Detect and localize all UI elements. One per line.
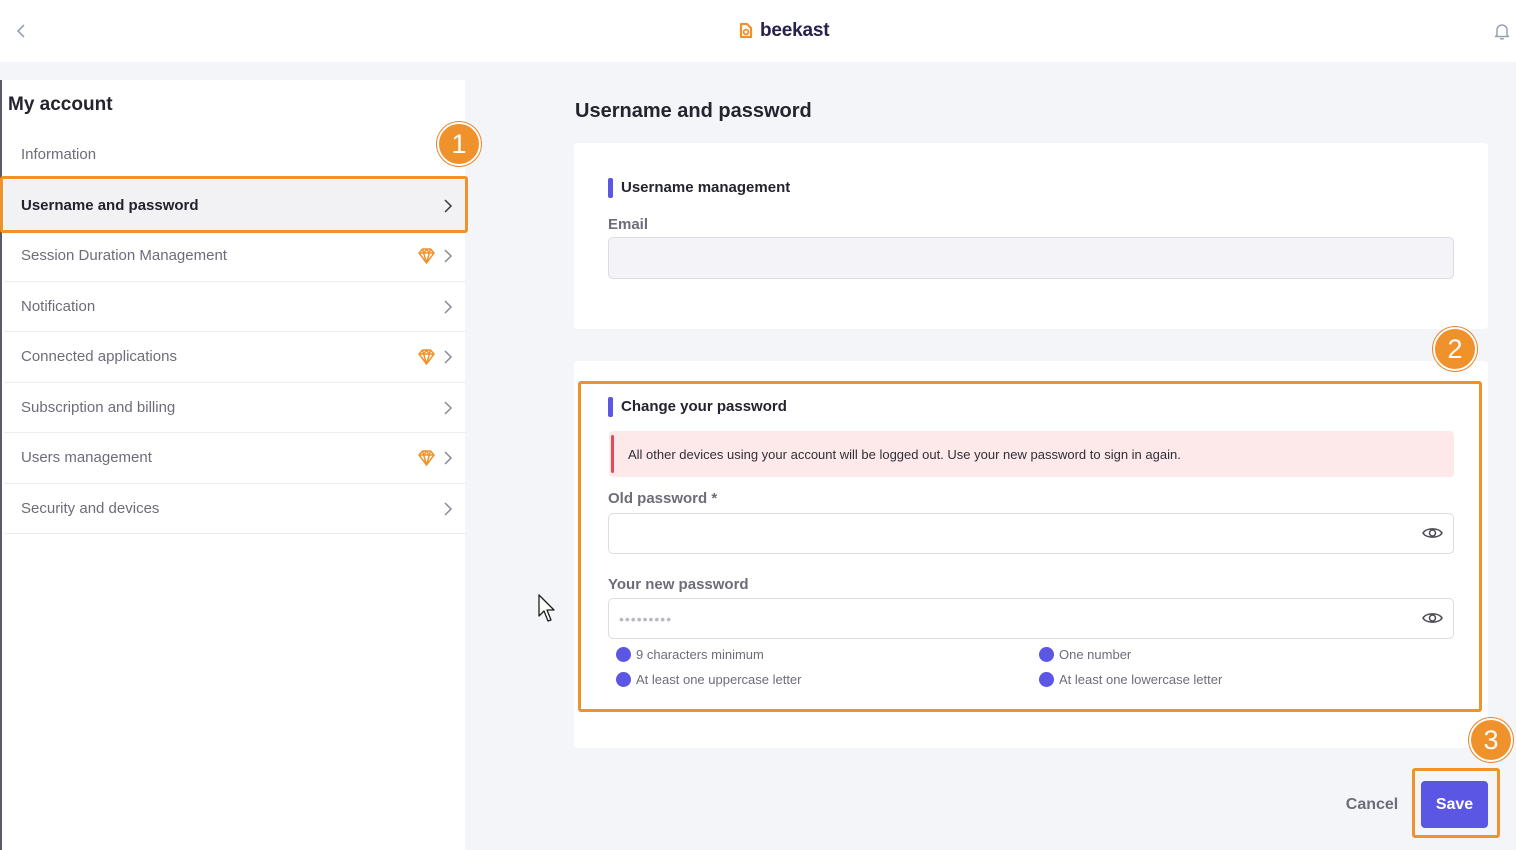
eye-icon[interactable] [1422,610,1443,626]
sidebar-item-session-duration[interactable] [4,231,467,282]
diamond-icon [418,248,435,264]
chevron-right-icon [441,198,455,214]
sidebar-item-label: Username and password [21,196,199,214]
step-badge-2: 2 [1433,327,1477,371]
chevron-left-icon [16,24,26,38]
diamond-icon [418,450,435,466]
chevron-right-icon [441,501,455,517]
chevron-right-icon [441,299,455,315]
sidebar-item-label: Users management [21,449,152,467]
old-password-field[interactable] [608,513,1454,554]
mouse-cursor-icon [538,594,558,624]
email-input[interactable] [609,238,1453,278]
rule-indicator-icon [1039,647,1054,662]
chevron-right-icon [441,450,455,466]
username-card [574,143,1488,329]
new-password-field[interactable] [608,598,1454,639]
password-rule [1039,672,1222,687]
sidebar-item-users-management[interactable] [4,433,467,484]
bell-icon[interactable] [1492,21,1512,41]
rule-text: One number [1059,647,1132,662]
chevron-right-icon [441,248,455,264]
new-password-input[interactable] [609,599,1453,638]
save-button[interactable]: Save [1421,781,1488,828]
chevron-right-icon [441,349,455,365]
rule-text: At least one uppercase letter [636,672,802,687]
password-rule [616,647,764,662]
step-badge-3: 3 [1469,718,1513,762]
sidebar-item-label: Subscription and billing [21,398,176,416]
rule-indicator-icon [616,647,631,662]
cancel-button[interactable]: Cancel [1345,796,1399,813]
sidebar-item-label: Session Duration Management [21,247,227,265]
alert-text: All other devices using your account will be logged out. Use your new password to sign in again. [628,446,1181,462]
diamond-icon [418,349,435,365]
rule-text: 9 characters minimum [636,647,764,662]
sidebar-item-username-and-password[interactable] [4,181,467,232]
password-card [574,361,1488,748]
sidebar-item-information[interactable] [4,130,467,181]
sidebar-item-label: Security and devices [21,499,160,517]
sidebar-item-label: Notification [21,297,96,315]
beekast-logo-icon [738,22,754,40]
top-bar [0,0,1516,62]
chevron-right-icon [441,400,455,416]
back-button[interactable] [8,16,34,46]
password-rule [616,672,802,687]
account-menu [4,130,467,534]
sidebar-title: My account [8,94,113,115]
email-field[interactable] [608,237,1454,279]
password-section-title: Change your password [608,398,787,415]
sidebar-item-notification[interactable] [4,282,467,333]
rule-indicator-icon [616,672,631,687]
account-sidebar [0,80,465,850]
sidebar-item-label: Information [21,146,97,164]
old-password-input[interactable] [609,514,1453,553]
new-password-label: Your new password [608,576,749,593]
rule-indicator-icon [1039,672,1054,687]
email-label: Email [608,216,649,233]
eye-icon[interactable] [1422,525,1443,541]
sidebar-item-security-and-devices[interactable] [4,484,467,535]
step-badge-1: 1 [437,122,481,166]
logo[interactable] [738,19,829,43]
logout-warning-alert [609,431,1454,477]
username-section-title: Username management [608,179,790,196]
rule-text: At least one lowercase letter [1059,672,1223,687]
old-password-label: Old password * [608,490,718,507]
sidebar-item-subscription-and-billing[interactable] [4,383,467,434]
page-title: Username and password [575,100,812,122]
logo-text: beekast [760,20,830,41]
password-rule [1039,647,1131,662]
sidebar-item-connected-applications[interactable] [4,332,467,383]
sidebar-item-label: Connected applications [21,348,177,366]
